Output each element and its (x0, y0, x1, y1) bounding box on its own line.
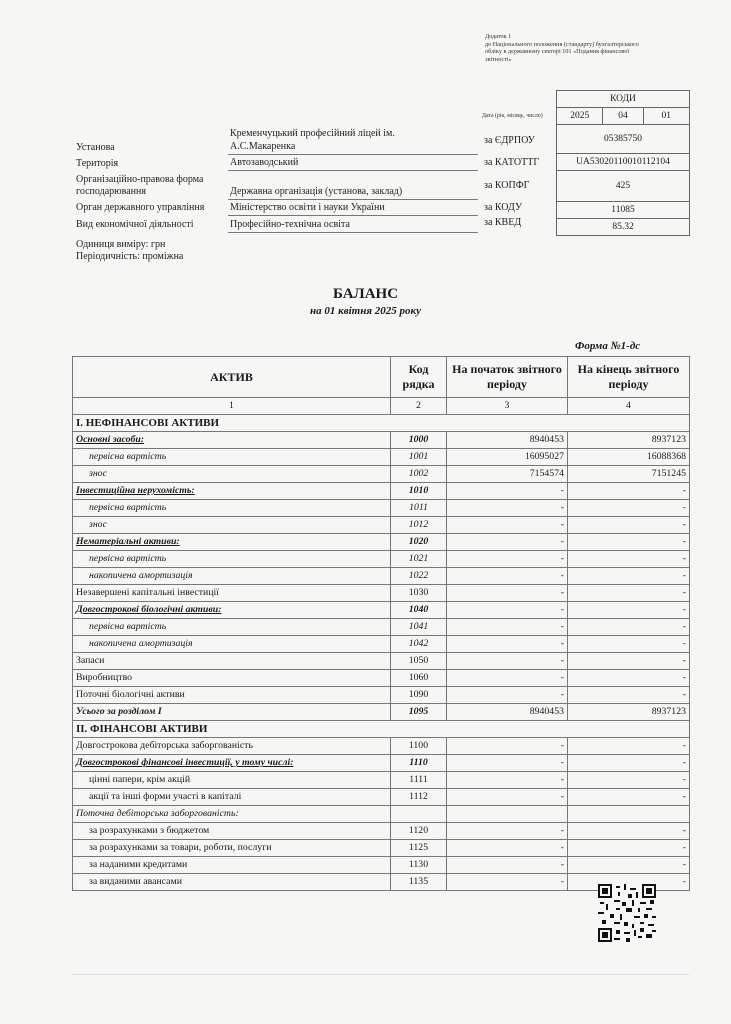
row-start-value: - (447, 619, 568, 636)
row-code: 1060 (391, 670, 447, 687)
code-label-edrpou: за ЄДРПОУ (484, 135, 535, 146)
label-institution: Установа (76, 142, 115, 153)
row-end-value: - (568, 602, 690, 619)
row-start-value: - (447, 500, 568, 517)
col-num: 2 (391, 398, 447, 415)
section-title: I. НЕФІНАНСОВІ АКТИВИ (73, 415, 690, 432)
row-label: первісна вартість (73, 551, 391, 568)
table-row (73, 874, 690, 891)
section-row (73, 721, 690, 738)
row-code: 1130 (391, 857, 447, 874)
row-label: первісна вартість (73, 619, 391, 636)
row-code: 1002 (391, 466, 447, 483)
col-num: 1 (73, 398, 391, 415)
appendix-line: обліку в державному секторі 101 «Подання фінансової (485, 48, 630, 56)
row-end-value (568, 806, 690, 823)
row-code: 1022 (391, 568, 447, 585)
header-code: Код рядка (391, 357, 447, 398)
row-end-value: - (568, 772, 690, 789)
row-label: Запаси (73, 653, 391, 670)
row-label: Поточна дебіторська заборгованість: (73, 806, 391, 823)
appendix-note (485, 33, 685, 63)
row-code: 1040 (391, 602, 447, 619)
row-start-value: - (447, 772, 568, 789)
table-row (73, 432, 690, 449)
row-start-value: - (447, 568, 568, 585)
row-label: накопичена амортизація (73, 568, 391, 585)
page-subtitle: на 01 квітня 2025 року (310, 305, 421, 317)
row-code: 1041 (391, 619, 447, 636)
table-row (73, 551, 690, 568)
row-end-value: - (568, 738, 690, 755)
table-row (73, 568, 690, 585)
row-end-value: - (568, 857, 690, 874)
row-label: за виданими авансами (73, 874, 391, 891)
row-start-value: - (447, 602, 568, 619)
row-label: знос (73, 466, 391, 483)
row-code: 1112 (391, 789, 447, 806)
row-label: Довгострокові фінансові інвестиції, у тому числі: (73, 755, 391, 772)
page-title: БАЛАНС (332, 286, 399, 302)
header-end: На кінець звітного періоду (568, 357, 690, 398)
row-label: Незавершені капітальні інвестиції (73, 585, 391, 602)
row-start-value: - (447, 823, 568, 840)
table-row (73, 500, 690, 517)
label-org-form-1: Організаційно-правова форма (76, 174, 204, 185)
row-label: знос (73, 517, 391, 534)
table-row (73, 517, 690, 534)
row-start-value: - (447, 534, 568, 551)
row-end-value: - (568, 636, 690, 653)
value-authority: Міністерство освіти і науки України (230, 202, 385, 213)
row-start-value: - (447, 585, 568, 602)
code-label-kved: за КВЕД (484, 217, 522, 228)
table-row (73, 466, 690, 483)
label-territory: Територія (76, 158, 119, 169)
date-day: 01 (643, 108, 689, 125)
table-row (73, 840, 690, 857)
row-code: 1110 (391, 755, 447, 772)
row-code (391, 806, 447, 823)
balance-table (72, 356, 690, 891)
table-row (73, 653, 690, 670)
table-row (73, 772, 690, 789)
row-start-value: - (447, 551, 568, 568)
row-code: 1095 (391, 704, 447, 721)
row-end-value: - (568, 670, 690, 687)
value-institution-1: Кременчуцький професійний ліцей ім. (230, 128, 395, 139)
appendix-line: до Національного положення (стандарту) бухгалтерського (485, 40, 639, 48)
date-year: 2025 (557, 108, 603, 125)
qr-code-icon (598, 884, 656, 942)
table-row (73, 857, 690, 874)
row-label: первісна вартість (73, 500, 391, 517)
row-label: Довгострокові біологічні активи: (73, 602, 391, 619)
row-end-value: - (568, 534, 690, 551)
row-end-value: - (568, 687, 690, 704)
row-end-value: 16088368 (568, 449, 690, 466)
row-start-value: - (447, 874, 568, 891)
row-code: 1011 (391, 500, 447, 517)
row-code: 1125 (391, 840, 447, 857)
label-authority: Орган державного управління (76, 202, 205, 213)
appendix-line: Додаток 1 (485, 33, 512, 40)
row-code: 1020 (391, 534, 447, 551)
value-territory: Автозаводський (230, 157, 299, 168)
row-start-value: - (447, 636, 568, 653)
codes-header: КОДИ (557, 91, 690, 108)
row-end-value: - (568, 755, 690, 772)
table-row (73, 789, 690, 806)
table-row (73, 619, 690, 636)
code-katottg: UA53020110010112104 (557, 154, 690, 171)
row-code: 1001 (391, 449, 447, 466)
table-row (73, 823, 690, 840)
col-num: 3 (447, 398, 568, 415)
row-label: Інвестиційна нерухомість: (73, 483, 391, 500)
table-row (73, 755, 690, 772)
row-code: 1012 (391, 517, 447, 534)
row-code: 1000 (391, 432, 447, 449)
code-label-kopfg: за КОПФГ (484, 180, 530, 191)
row-end-value: - (568, 874, 690, 891)
table-row (73, 670, 690, 687)
code-kodu: 11085 (557, 202, 690, 219)
row-code: 1135 (391, 874, 447, 891)
code-label-kodu: за КОДУ (484, 202, 523, 213)
section-title: II. ФІНАНСОВІ АКТИВИ (73, 721, 690, 738)
row-label: Нематеріальні активи: (73, 534, 391, 551)
row-code: 1111 (391, 772, 447, 789)
row-label: за розрахунками з бюджетом (73, 823, 391, 840)
row-code: 1010 (391, 483, 447, 500)
row-label: Довгострокова дебіторська заборгованість (73, 738, 391, 755)
table-row (73, 602, 690, 619)
date-label: Дата (рік, місяць, число) (482, 113, 543, 119)
row-end-value: 8937123 (568, 704, 690, 721)
row-label: акції та інші форми участі в капіталі (73, 789, 391, 806)
table-row (73, 704, 690, 721)
label-activity: Вид економічної діяльності (76, 219, 194, 230)
periodicity-label: Періодичність: проміжна (76, 251, 184, 262)
table-row (73, 534, 690, 551)
row-end-value: - (568, 789, 690, 806)
row-start-value: 8940453 (447, 432, 568, 449)
table-row (73, 806, 690, 823)
table-row (73, 585, 690, 602)
row-label: за наданими кредитами (73, 857, 391, 874)
row-end-value: - (568, 653, 690, 670)
row-end-value: - (568, 823, 690, 840)
row-start-value: 8940453 (447, 704, 568, 721)
row-start-value (447, 806, 568, 823)
table-row (73, 449, 690, 466)
row-start-value: - (447, 670, 568, 687)
row-start-value: 16095027 (447, 449, 568, 466)
label-org-form-2: господарювання (76, 186, 146, 197)
unit-label: Одиниця виміру: грн (76, 239, 166, 250)
row-code: 1120 (391, 823, 447, 840)
row-end-value: - (568, 619, 690, 636)
value-institution-2: А.С.Макаренка (230, 141, 296, 152)
row-code: 1021 (391, 551, 447, 568)
section-row (73, 415, 690, 432)
row-start-value: 7154574 (447, 466, 568, 483)
row-end-value: 8937123 (568, 432, 690, 449)
row-code: 1090 (391, 687, 447, 704)
row-label: Виробництво (73, 670, 391, 687)
row-label: за розрахунками за товари, роботи, послуги (73, 840, 391, 857)
col-num: 4 (568, 398, 690, 415)
row-start-value: - (447, 483, 568, 500)
row-end-value: - (568, 568, 690, 585)
date-month: 04 (603, 108, 643, 125)
row-start-value: - (447, 857, 568, 874)
row-label: Основні засоби: (73, 432, 391, 449)
row-end-value: - (568, 483, 690, 500)
row-start-value: - (447, 653, 568, 670)
table-row (73, 738, 690, 755)
header-asset: АКТИВ (73, 357, 391, 398)
row-code: 1030 (391, 585, 447, 602)
row-code: 1042 (391, 636, 447, 653)
row-label: первісна вартість (73, 449, 391, 466)
row-start-value: - (447, 840, 568, 857)
value-activity: Професійно-технічна освіта (230, 219, 350, 230)
row-end-value: - (568, 840, 690, 857)
row-label: Усього за розділом I (73, 704, 391, 721)
code-edrpou: 05385750 (557, 125, 690, 154)
code-kopfg: 425 (557, 171, 690, 202)
row-start-value: - (447, 789, 568, 806)
row-label: накопичена амортизація (73, 636, 391, 653)
code-label-katottg: за КАТОТТГ (484, 157, 540, 168)
row-end-value: 7151245 (568, 466, 690, 483)
row-end-value: - (568, 517, 690, 534)
row-start-value: - (447, 755, 568, 772)
row-label: цінні папери, крім акцій (73, 772, 391, 789)
row-label: Поточні біологічні активи (73, 687, 391, 704)
code-kved: 85.32 (557, 219, 690, 236)
row-start-value: - (447, 687, 568, 704)
codes-table (556, 90, 690, 236)
header-start: На початок звітного періоду (447, 357, 568, 398)
row-end-value: - (568, 500, 690, 517)
value-org-form: Державна організація (установа, заклад) (230, 186, 403, 197)
table-row (73, 483, 690, 500)
row-code: 1050 (391, 653, 447, 670)
table-row (73, 636, 690, 653)
table-row (73, 687, 690, 704)
row-start-value: - (447, 738, 568, 755)
row-start-value: - (447, 517, 568, 534)
balance-rows (73, 415, 690, 891)
row-end-value: - (568, 585, 690, 602)
row-code: 1100 (391, 738, 447, 755)
form-number: Форма №1-дс (575, 340, 641, 352)
appendix-line: звітності» (485, 55, 512, 63)
row-end-value: - (568, 551, 690, 568)
